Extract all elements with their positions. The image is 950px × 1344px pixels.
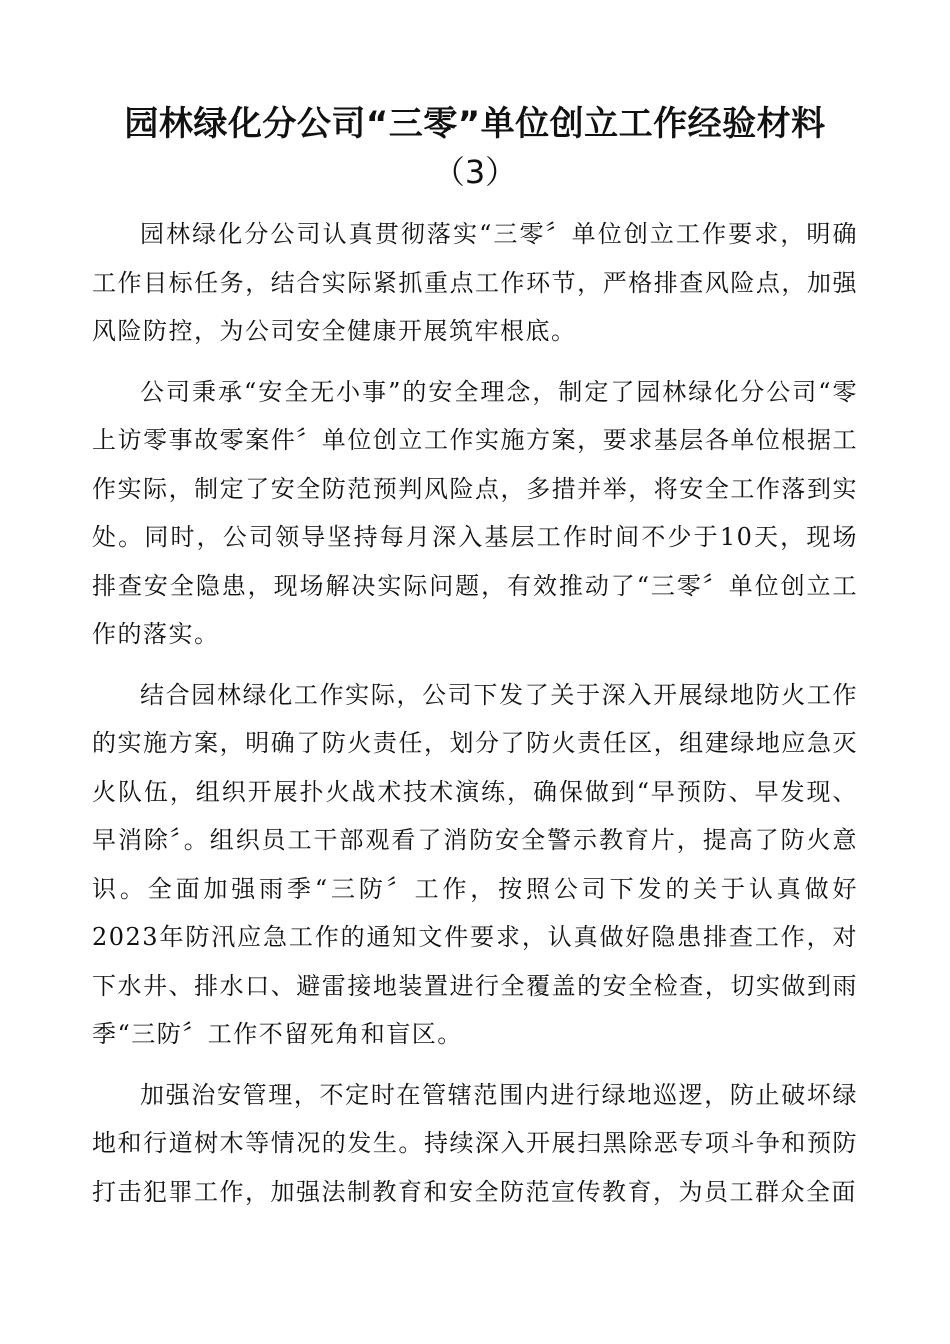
document-title: 园林绿化分公司“三零”单位创立工作经验材料 [124, 104, 826, 144]
paragraph-3: 结合园林绿化工作实际，公司下发了关于深入开展绿地防火工作的实施方案，明确了防火责任，划分了防火责任区，组建绿地应急灭火队伍，组织开展扑火战术技术演练，确保做到“早预防、早发现、早消除〞。组织员工干部观看了消防安全警示教育片，提高了防火意识。全面加强雨季“三防〞工作，按照公司下发的关于认真做好2023年防汛应急工作的通知文件要求，认真做好隐患排查工作，对下水井、排水口、避雷接地装置进行全覆盖的安全检查，切实做到雨季“三防〞工作不留死角和盲区。 [92, 680, 858, 1048]
paragraph-1: 园林绿化分公司认真贯彻落实“三零〞单位创立工作要求，明确工作目标任务，结合实际紧抓重点工作环节，严格排查风险点，加强风险防控，为公司安全健康开展筑牢根底。 [92, 220, 858, 345]
document-page [92, 100, 858, 1228]
paragraph-4: 加强治安管理，不定时在管辖范围内进行绿地巡逻，防止破坏绿地和行道树木等情况的发生。持续深入开展扫黑除恶专项斗争和预防打击犯罪工作，加强法制教育和安全防范宣传教育，为员工群众全面 [92, 1080, 858, 1206]
paragraph-2: 公司秉承“安全无小事”的安全理念，制定了园林绿化分公司“零上访零事故零案件〞单位创立工作实施方案，要求基层各单位根据工作实际，制定了安全防范预判风险点，多措并举，将安全工作落到实处。同时，公司领导坚持每月深入基层工作时间不少于10天，现场排查安全隐患，现场解决实际问题，有效推动了“三零〞单位创立工作的落实。 [92, 377, 858, 648]
document-title-number: （3） [432, 153, 518, 191]
